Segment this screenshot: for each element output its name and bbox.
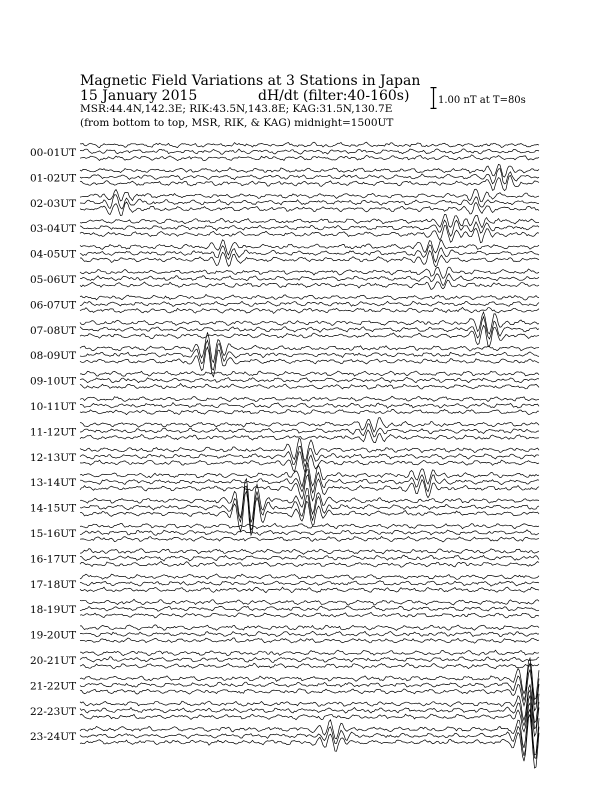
trace-kag-16-17ut — [80, 549, 539, 555]
chart-date: 15 January 2015 — [80, 88, 198, 104]
trace-msr-15-16ut — [80, 536, 539, 542]
trace-msr-10-11ut — [80, 409, 539, 414]
trace-kag-02-03ut — [80, 189, 539, 202]
trace-kag-11-12ut — [80, 418, 539, 432]
hour-label: 23-24UT — [30, 731, 77, 744]
trace-kag-15-16ut — [80, 523, 539, 528]
trace-kag-18-19ut — [80, 599, 539, 605]
trace-rik-08-09ut — [80, 340, 539, 370]
trace-kag-23-24ut — [80, 703, 539, 755]
trace-rik-19-20ut — [80, 631, 539, 636]
hour-label: 04-05UT — [30, 248, 77, 261]
hour-label: 11-12UT — [30, 426, 77, 439]
hour-label: 22-23UT — [30, 705, 77, 718]
trace-msr-21-22ut — [80, 670, 539, 711]
hour-label: 03-04UT — [30, 223, 77, 236]
hour-label: 15-16UT — [30, 528, 77, 540]
trace-rik-22-23ut — [80, 690, 539, 728]
trace-msr-20-21ut — [80, 663, 539, 669]
hour-label: 17-18UT — [30, 578, 77, 591]
hour-label: 09-10UT — [30, 375, 77, 388]
hour-label: 01-02UT — [30, 172, 77, 185]
trace-msr-23-24ut — [80, 714, 539, 768]
hour-label: 06-07UT — [30, 299, 77, 312]
chart-title: Magnetic Field Variations at 3 Stations in Japan — [80, 73, 421, 89]
trace-rik-21-22ut — [80, 663, 539, 704]
hour-label: 20-21UT — [30, 655, 77, 667]
trace-rik-02-03ut — [80, 195, 539, 209]
trace-msr-16-17ut — [80, 561, 539, 567]
trace-kag-03-04ut — [80, 215, 539, 228]
trace-msr-19-20ut — [80, 638, 539, 643]
trace-rik-00-01ut — [80, 149, 539, 154]
trace-rik-09-10ut — [80, 377, 539, 382]
trace-rik-16-17ut — [80, 555, 539, 561]
station-coordinates: MSR:44.4N,142.3E; RIK:43.5N,143.8E; KAG:31.5N,130.7E — [80, 103, 393, 115]
hour-label: 13-14UT — [30, 477, 77, 490]
scale-label: 1.00 nT at T=80s — [438, 95, 526, 106]
trace-kag-06-07ut — [80, 294, 539, 300]
trace-msr-07-08ut — [80, 325, 539, 346]
chart-quantity: dH/dt (filter:40-160s) — [258, 88, 410, 104]
trace-msr-06-07ut — [80, 307, 539, 313]
trace-kag-17-18ut — [80, 574, 539, 580]
trace-kag-19-20ut — [80, 625, 539, 631]
trace-rik-06-07ut — [80, 301, 539, 306]
trace-msr-05-06ut — [80, 280, 539, 289]
hour-label: 12-13UT — [30, 451, 77, 464]
trace-msr-11-12ut — [80, 430, 539, 443]
station-order-note: (from bottom to top, MSR, RIK, & KAG) midnight=1500UT — [80, 117, 394, 129]
hour-label: 00-01UT — [30, 147, 77, 159]
trace-msr-03-04ut — [80, 226, 539, 243]
hour-label: 05-06UT — [30, 274, 77, 286]
trace-rik-18-19ut — [80, 606, 539, 611]
trace-msr-17-18ut — [80, 587, 539, 593]
hour-label: 19-20UT — [30, 629, 77, 642]
hour-label: 16-17UT — [30, 553, 77, 566]
trace-msr-01-02ut — [80, 176, 539, 191]
trace-msr-18-19ut — [80, 612, 539, 618]
trace-msr-00-01ut — [80, 155, 539, 161]
hour-label: 10-11UT — [30, 401, 77, 413]
trace-kag-01-02ut — [80, 164, 539, 177]
trace-kag-09-10ut — [80, 371, 539, 376]
hour-label: 21-22UT — [30, 680, 77, 693]
trace-msr-09-10ut — [80, 384, 539, 389]
hour-label: 14-15UT — [30, 502, 77, 515]
hour-label: 18-19UT — [30, 604, 77, 617]
trace-rik-10-11ut — [80, 403, 539, 409]
trace-rik-15-16ut — [80, 530, 539, 536]
hour-label: 02-03UT — [30, 197, 77, 210]
trace-kag-20-21ut — [80, 650, 539, 655]
trace-kag-10-11ut — [80, 396, 539, 401]
trace-rik-14-15ut — [80, 486, 539, 530]
trace-rik-17-18ut — [80, 581, 539, 587]
hour-label: 07-08UT — [30, 324, 77, 337]
trace-kag-00-01ut — [80, 142, 539, 148]
trace-rik-20-21ut — [80, 657, 539, 663]
hour-label: 08-09UT — [30, 350, 77, 363]
